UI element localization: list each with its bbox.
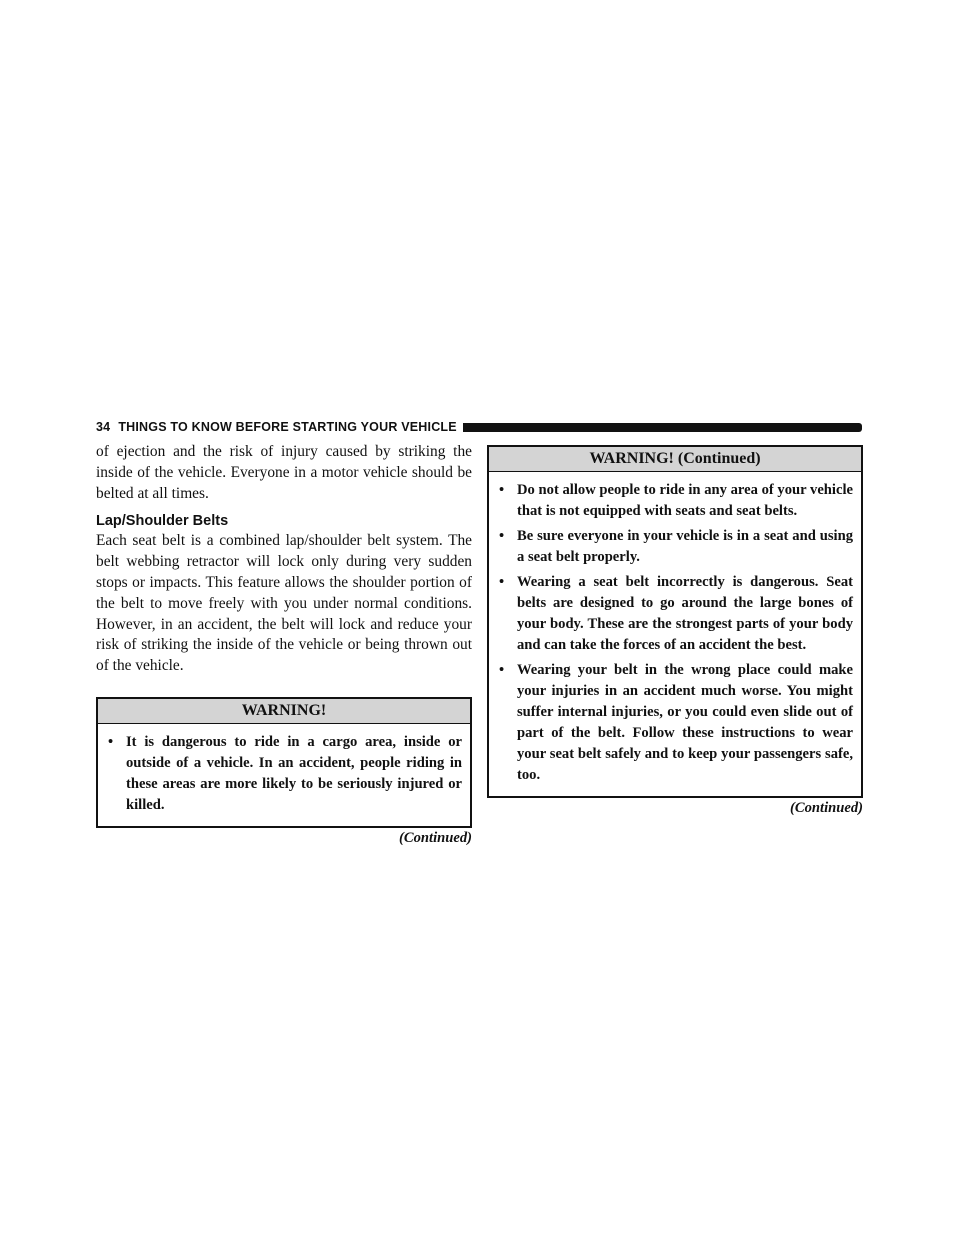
- section-subheading: Lap/Shoulder Belts: [96, 513, 229, 530]
- warning-item: [499, 660, 853, 786]
- bullet-icon: •: [499, 662, 505, 678]
- continued-label: (Continued): [399, 829, 472, 846]
- lap-shoulder-paragraph: Each seat belt is a combined lap/shoulder belt system. The belt webbing retractor will lock only during very sudden stops or impacts. This feature allows the shoulder portion of the belt to move freely with you under normal conditions. However, in an accident, the belt will lock and reduce your risk of striking the inside of the vehicle or being thrown out of the vehicle.: [96, 532, 472, 675]
- left-column: [96, 442, 472, 847]
- bullet-icon: •: [499, 482, 505, 498]
- warning-item: [108, 732, 462, 816]
- warning-box: [96, 697, 472, 828]
- page-number: 34: [96, 420, 111, 434]
- intro-paragraph: of ejection and the risk of injury caused by striking the inside of the vehicle. Everyone in a motor vehicle should be belted at all times.: [96, 443, 472, 502]
- warning-item-text: Be sure everyone in your vehicle is in a seat and using a seat belt properly.: [517, 528, 853, 565]
- header-rule: [463, 423, 862, 432]
- warning-continued-title: WARNING! (Continued): [489, 447, 861, 472]
- right-column: [487, 445, 863, 817]
- bullet-icon: •: [499, 528, 505, 544]
- warning-item-text: Do not allow people to ride in any area of your vehicle that is not equipped with seats and seat belts.: [517, 482, 853, 519]
- warning-list: [98, 724, 470, 826]
- section-title: THINGS TO KNOW BEFORE STARTING YOUR VEHICLE: [118, 420, 457, 434]
- continued-label: (Continued): [790, 800, 863, 816]
- warning-item-text: It is dangerous to ride in a cargo area, inside or outside of a vehicle. In an accident, people riding in these areas are more likely to be seriously injured or killed.: [126, 733, 462, 813]
- warning-continued-box: [487, 445, 863, 798]
- warning-item: [499, 480, 853, 522]
- warning-item-text: Wearing a seat belt incorrectly is dangerous. Seat belts are designed to go around the large bones of your body. These are the strongest parts of your body and can take the forces of an accident the best.: [517, 574, 853, 653]
- warning-title: WARNING!: [98, 699, 470, 724]
- warning-continued-list: [489, 472, 861, 796]
- bullet-icon: •: [499, 574, 505, 590]
- page-header: [96, 418, 862, 436]
- warning-item: [499, 572, 853, 656]
- warning-item: [499, 526, 853, 568]
- bullet-icon: •: [108, 733, 114, 750]
- warning-item-text: Wearing your belt in the wrong place could make your injuries in an accident much worse. You might suffer internal injuries, or you could even slide out of part of the belt. Follow these instructions to wear your seat belt safely and to keep your passengers safe, too.: [517, 662, 853, 783]
